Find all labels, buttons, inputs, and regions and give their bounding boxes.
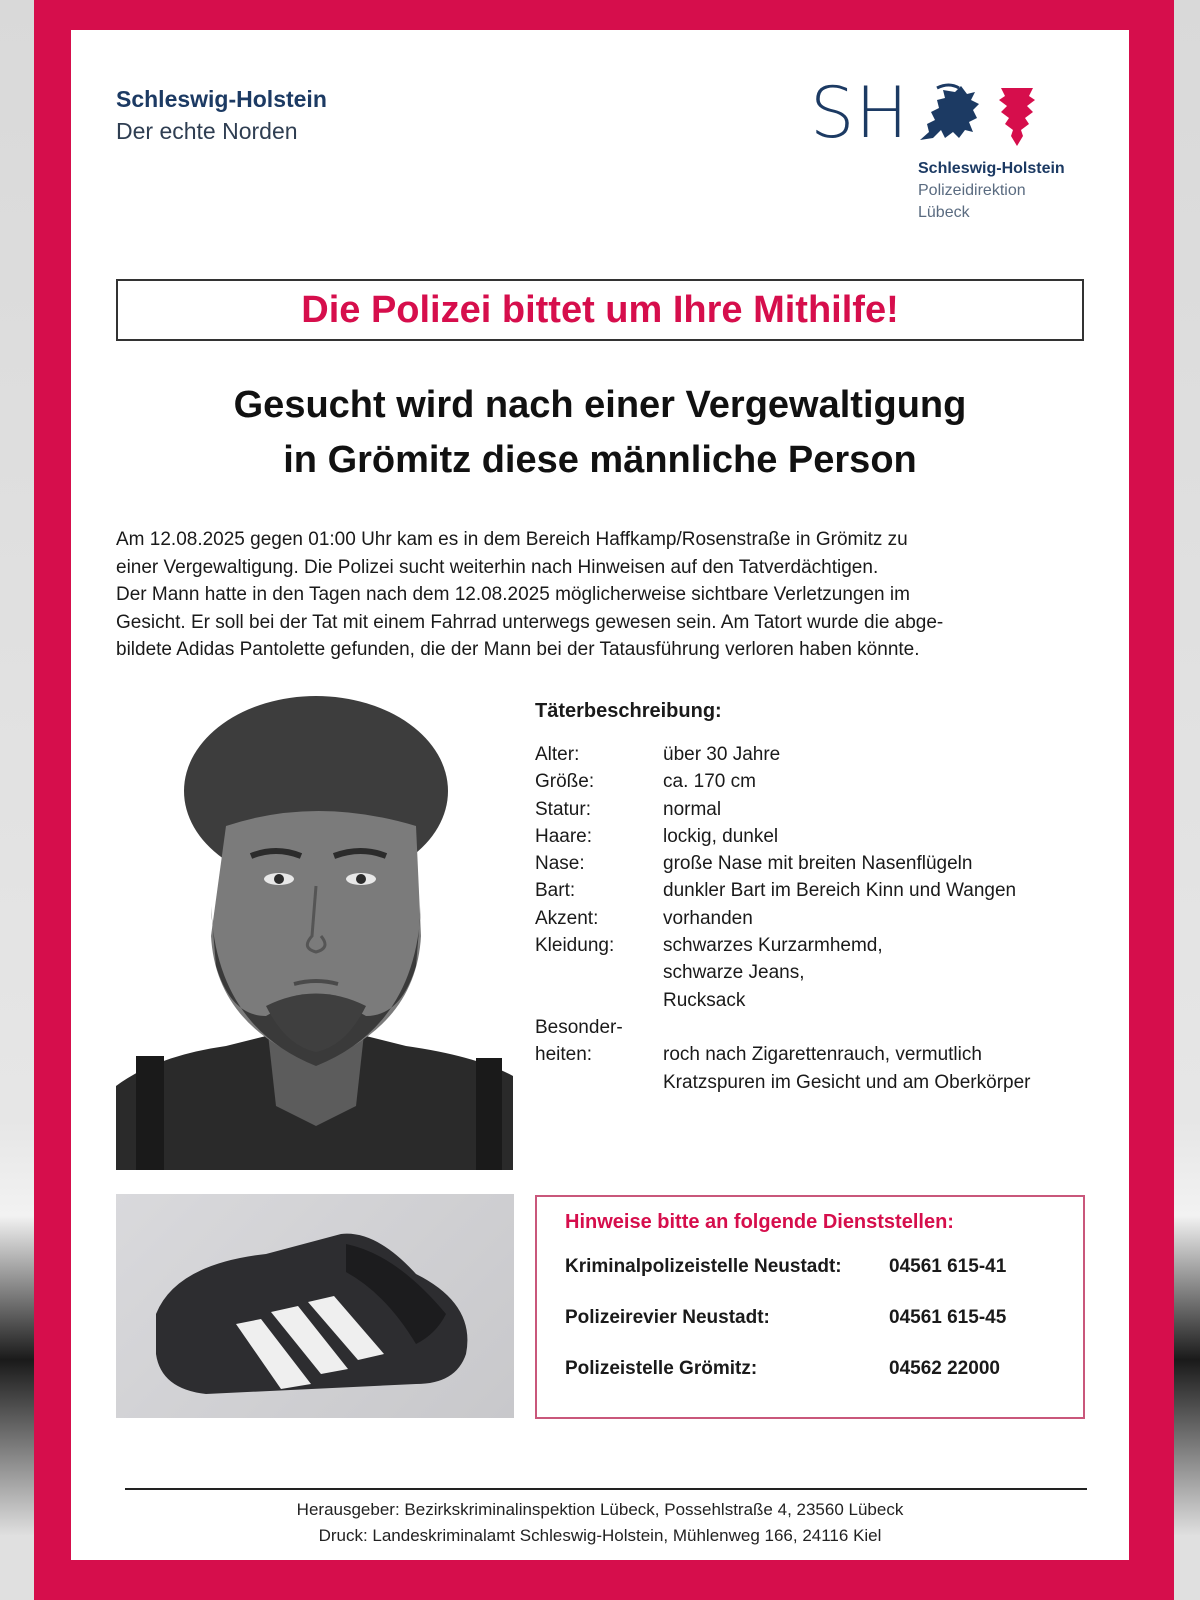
description-row-age (535, 741, 1095, 768)
contact-office: Polizeistelle Grömitz: (565, 1358, 758, 1379)
description-row-special-2 (535, 1041, 1095, 1068)
description-label: Akzent: (535, 907, 599, 929)
description-row-build (535, 796, 1095, 823)
adidas-slide-image (116, 1194, 514, 1418)
description-value: schwarzes Kurzarmhemd, (663, 935, 883, 957)
description-value: dunkler Bart im Bereich Kinn und Wangen (663, 880, 1017, 902)
footer-printer: Druck: Landeskriminalamt Schleswig-Holstein, Mühlenweg 166, 24116 Kiel (318, 1526, 882, 1545)
description-value: schwarze Jeans, (663, 962, 805, 984)
contact-phone[interactable]: 04562 22000 (889, 1358, 1000, 1379)
description-row-special (535, 1014, 1095, 1041)
sh-logo-text: SH (810, 72, 910, 154)
appeal-text: Die Polizei bittet um Ihre Mithilfe! (301, 288, 899, 331)
description-label: Haare: (535, 825, 593, 847)
description-value: Rucksack (663, 989, 746, 1011)
description-value: lockig, dunkel (663, 825, 779, 847)
description-row-clothing-2 (535, 959, 1095, 986)
description-label: Alter: (535, 744, 580, 765)
headline-line-1: Gesucht wird nach einer Vergewaltigung (233, 384, 967, 426)
intro-line: bildete Adidas Pantolette gefunden, die der Mann bei der Tatausführung verloren haben könnte. (116, 639, 920, 660)
intro-line: Gesicht. Er soll bei der Tat mit einem Fahrrad unterwegs gewesen sein. Am Tatort wurde die abge- (116, 611, 944, 633)
intro-line: Am 12.08.2025 gegen 01:00 Uhr kam es in dem Bereich Haffkamp/Rosenstraße in Grömitz zu (116, 529, 908, 550)
headline-line-2: in Grömitz diese männliche Person (283, 439, 917, 481)
contact-row (565, 1256, 1055, 1307)
nettle-leaf-icon (999, 88, 1035, 146)
authority-state: Schleswig-Holstein (918, 160, 1065, 177)
footer-divider (125, 1488, 1087, 1490)
description-row-clothing-3 (535, 987, 1095, 1014)
description-label (535, 959, 663, 986)
description-label: heiten: (535, 1044, 593, 1066)
description-row-accent (535, 905, 1095, 932)
description-row-beard (535, 877, 1095, 904)
wanted-headline (116, 378, 1084, 488)
description-row-nose (535, 850, 1095, 877)
police-directorate-logo (918, 158, 1065, 224)
suspect-description (535, 700, 1095, 1096)
incident-description (116, 526, 1084, 664)
contact-phone[interactable]: 04561 615-45 (889, 1307, 1007, 1328)
contact-office: Polizeirevier Neustadt: (565, 1307, 770, 1328)
description-value: vorhanden (663, 907, 753, 929)
description-value: Kratzspuren im Gesicht und am Oberkörper (663, 1071, 1031, 1093)
intro-line: Der Mann hatte in den Tagen nach dem 12.08.2025 möglicherweise sichtbare Verletzungen im (116, 584, 910, 605)
authority-city: Lübeck (918, 204, 970, 221)
description-value: große Nase mit breiten Nasenflügeln (663, 853, 973, 875)
description-label: Besonder- (535, 1016, 623, 1038)
description-value (663, 1014, 1095, 1041)
contact-row (565, 1307, 1055, 1358)
contact-box (535, 1195, 1085, 1419)
description-value: roch nach Zigarettenrauch, vermutlich (663, 1044, 982, 1066)
authority-directorate: Polizeidirektion (918, 182, 1026, 199)
description-label (535, 987, 663, 1014)
description-value: ca. 170 cm (663, 771, 756, 793)
description-value: über 30 Jahre (663, 744, 781, 765)
lion-crest-icon (915, 82, 1045, 148)
description-row-height (535, 768, 1095, 795)
phantom-sketch-image (116, 686, 513, 1170)
description-label: Nase: (535, 853, 585, 875)
brand-title: Schleswig-Holstein (116, 86, 327, 112)
description-row-clothing (535, 932, 1095, 959)
state-crest (915, 82, 1045, 153)
footer (116, 1497, 1084, 1549)
appeal-banner (116, 279, 1084, 341)
contact-title: Hinweise bitte an folgende Dienststellen: (565, 1211, 954, 1233)
description-value: normal (663, 798, 722, 820)
description-label: Statur: (535, 798, 591, 820)
description-label (535, 1069, 663, 1096)
contact-row (565, 1358, 1055, 1409)
description-row-special-3 (535, 1069, 1095, 1096)
description-title: Täterbeschreibung: (535, 700, 722, 722)
description-row-hair (535, 823, 1095, 850)
footer-publisher: Herausgeber: Bezirkskriminalinspektion Lübeck, Possehlstraße 4, 23560 Lübeck (296, 1500, 904, 1519)
contact-phone[interactable]: 04561 615-41 (889, 1256, 1007, 1277)
intro-line: einer Vergewaltigung. Die Polizei sucht weiterhin nach Hinweisen auf den Tatverdächtigen. (116, 556, 879, 578)
brand-tagline: Der echte Norden (116, 118, 298, 144)
description-label: Größe: (535, 771, 595, 793)
contact-office: Kriminalpolizeistelle Neustadt: (565, 1256, 842, 1277)
description-label: Kleidung: (535, 935, 615, 957)
description-label: Bart: (535, 880, 576, 902)
